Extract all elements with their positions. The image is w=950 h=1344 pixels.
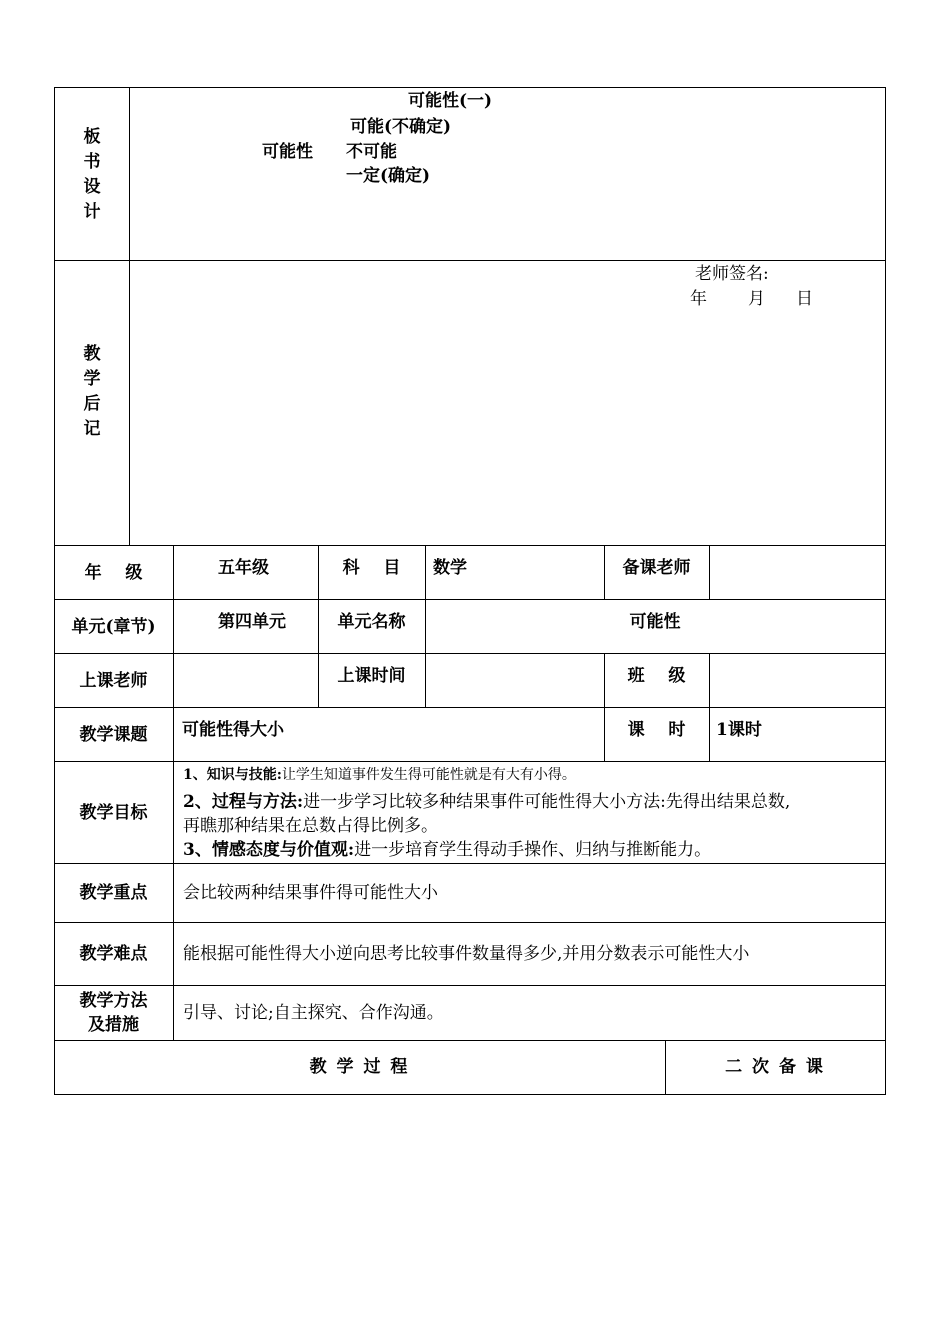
period-value: 1课时 [716,720,762,740]
objective-2-text: 进一步学习比较多种结果事件可能性得大小方法:先得出结果总数, [303,792,791,812]
objective-1-text: 让学生知道事件发生得可能性就是有大有小得。 [281,767,576,783]
board-root: 可能性 [262,142,313,162]
table-border [54,922,886,923]
table-border [709,545,710,599]
objective-3-text: 进一步培育学生得动手操作、归纳与推断能力。 [354,840,712,860]
grade-label: 年 级 [84,563,143,583]
period-label: 课 时 [627,720,686,740]
table-border [54,599,886,600]
second-prep-header: 二 次 备 课 [725,1057,825,1077]
board-line-certain: 一定(确定) [346,166,431,186]
date-day: 日 [796,289,813,309]
objective-1 [183,765,576,785]
prep-teacher-label: 备课老师 [622,558,691,578]
table-border [54,260,886,261]
key-point-label: 教学重点 [79,883,148,903]
methods-value: 引导、讨论;自主探究、合作沟通。 [183,1003,444,1023]
table-border [54,707,886,708]
objectives-label: 教学目标 [79,803,148,823]
objective-3-head: 3、情感态度与价值观: [183,840,355,860]
table-border [54,545,886,546]
objective-2-cont: 再瞧那种结果在总数占得比例多。 [183,816,438,836]
date-month: 月 [748,289,765,309]
unit-value: 第四单元 [218,612,286,632]
subject-label: 科 目 [342,558,401,578]
date-year: 年 [690,289,707,309]
teacher-label: 上课老师 [79,671,148,691]
board-line-impossible: 不可能 [346,142,397,162]
table-border [54,87,55,1094]
table-border [173,545,174,1040]
topic-value: 可能性得大小 [182,720,284,740]
methods-label-line1: 教学方法 [79,991,148,1011]
objective-2-head: 2、过程与方法: [183,792,304,812]
table-border [709,653,710,761]
board-design-label: 板 书 设 计 [83,127,101,222]
objective-2 [183,792,790,812]
table-border [129,87,130,545]
teacher-signature: 老师签名: [695,264,769,284]
table-border [54,653,886,654]
difficulty-value: 能根据可能性得大小逆向思考比较事件数量得多少,并用分数表示可能性大小 [183,944,750,964]
methods-label-line2: 及措施 [88,1015,139,1035]
unit-label: 单元(章节) [71,617,156,637]
objective-3 [183,840,711,860]
grade-value: 五年级 [218,558,269,578]
board-title: 可能性(一) [408,91,493,111]
table-border [885,87,886,1094]
table-border [54,985,886,986]
board-line-possible: 可能(不确定) [350,117,452,137]
subject-value: 数学 [433,558,467,578]
unit-name-value: 可能性 [629,612,681,632]
key-point-value: 会比较两种结果事件得可能性大小 [183,883,438,903]
difficulty-label: 教学难点 [79,944,148,964]
postscript-label: 教 学 后 记 [83,344,101,439]
objective-1-head: 1、知识与技能: [183,767,282,783]
table-border [54,761,886,762]
teaching-process-header: 教 学 过 程 [309,1057,410,1077]
topic-label: 教学课题 [79,725,148,745]
class-label: 班 级 [627,666,686,686]
table-border [54,1094,886,1095]
unit-name-label: 单元名称 [337,612,406,632]
table-border [54,863,886,864]
table-border [54,1040,886,1041]
table-border [54,87,886,88]
time-label: 上课时间 [337,666,406,686]
